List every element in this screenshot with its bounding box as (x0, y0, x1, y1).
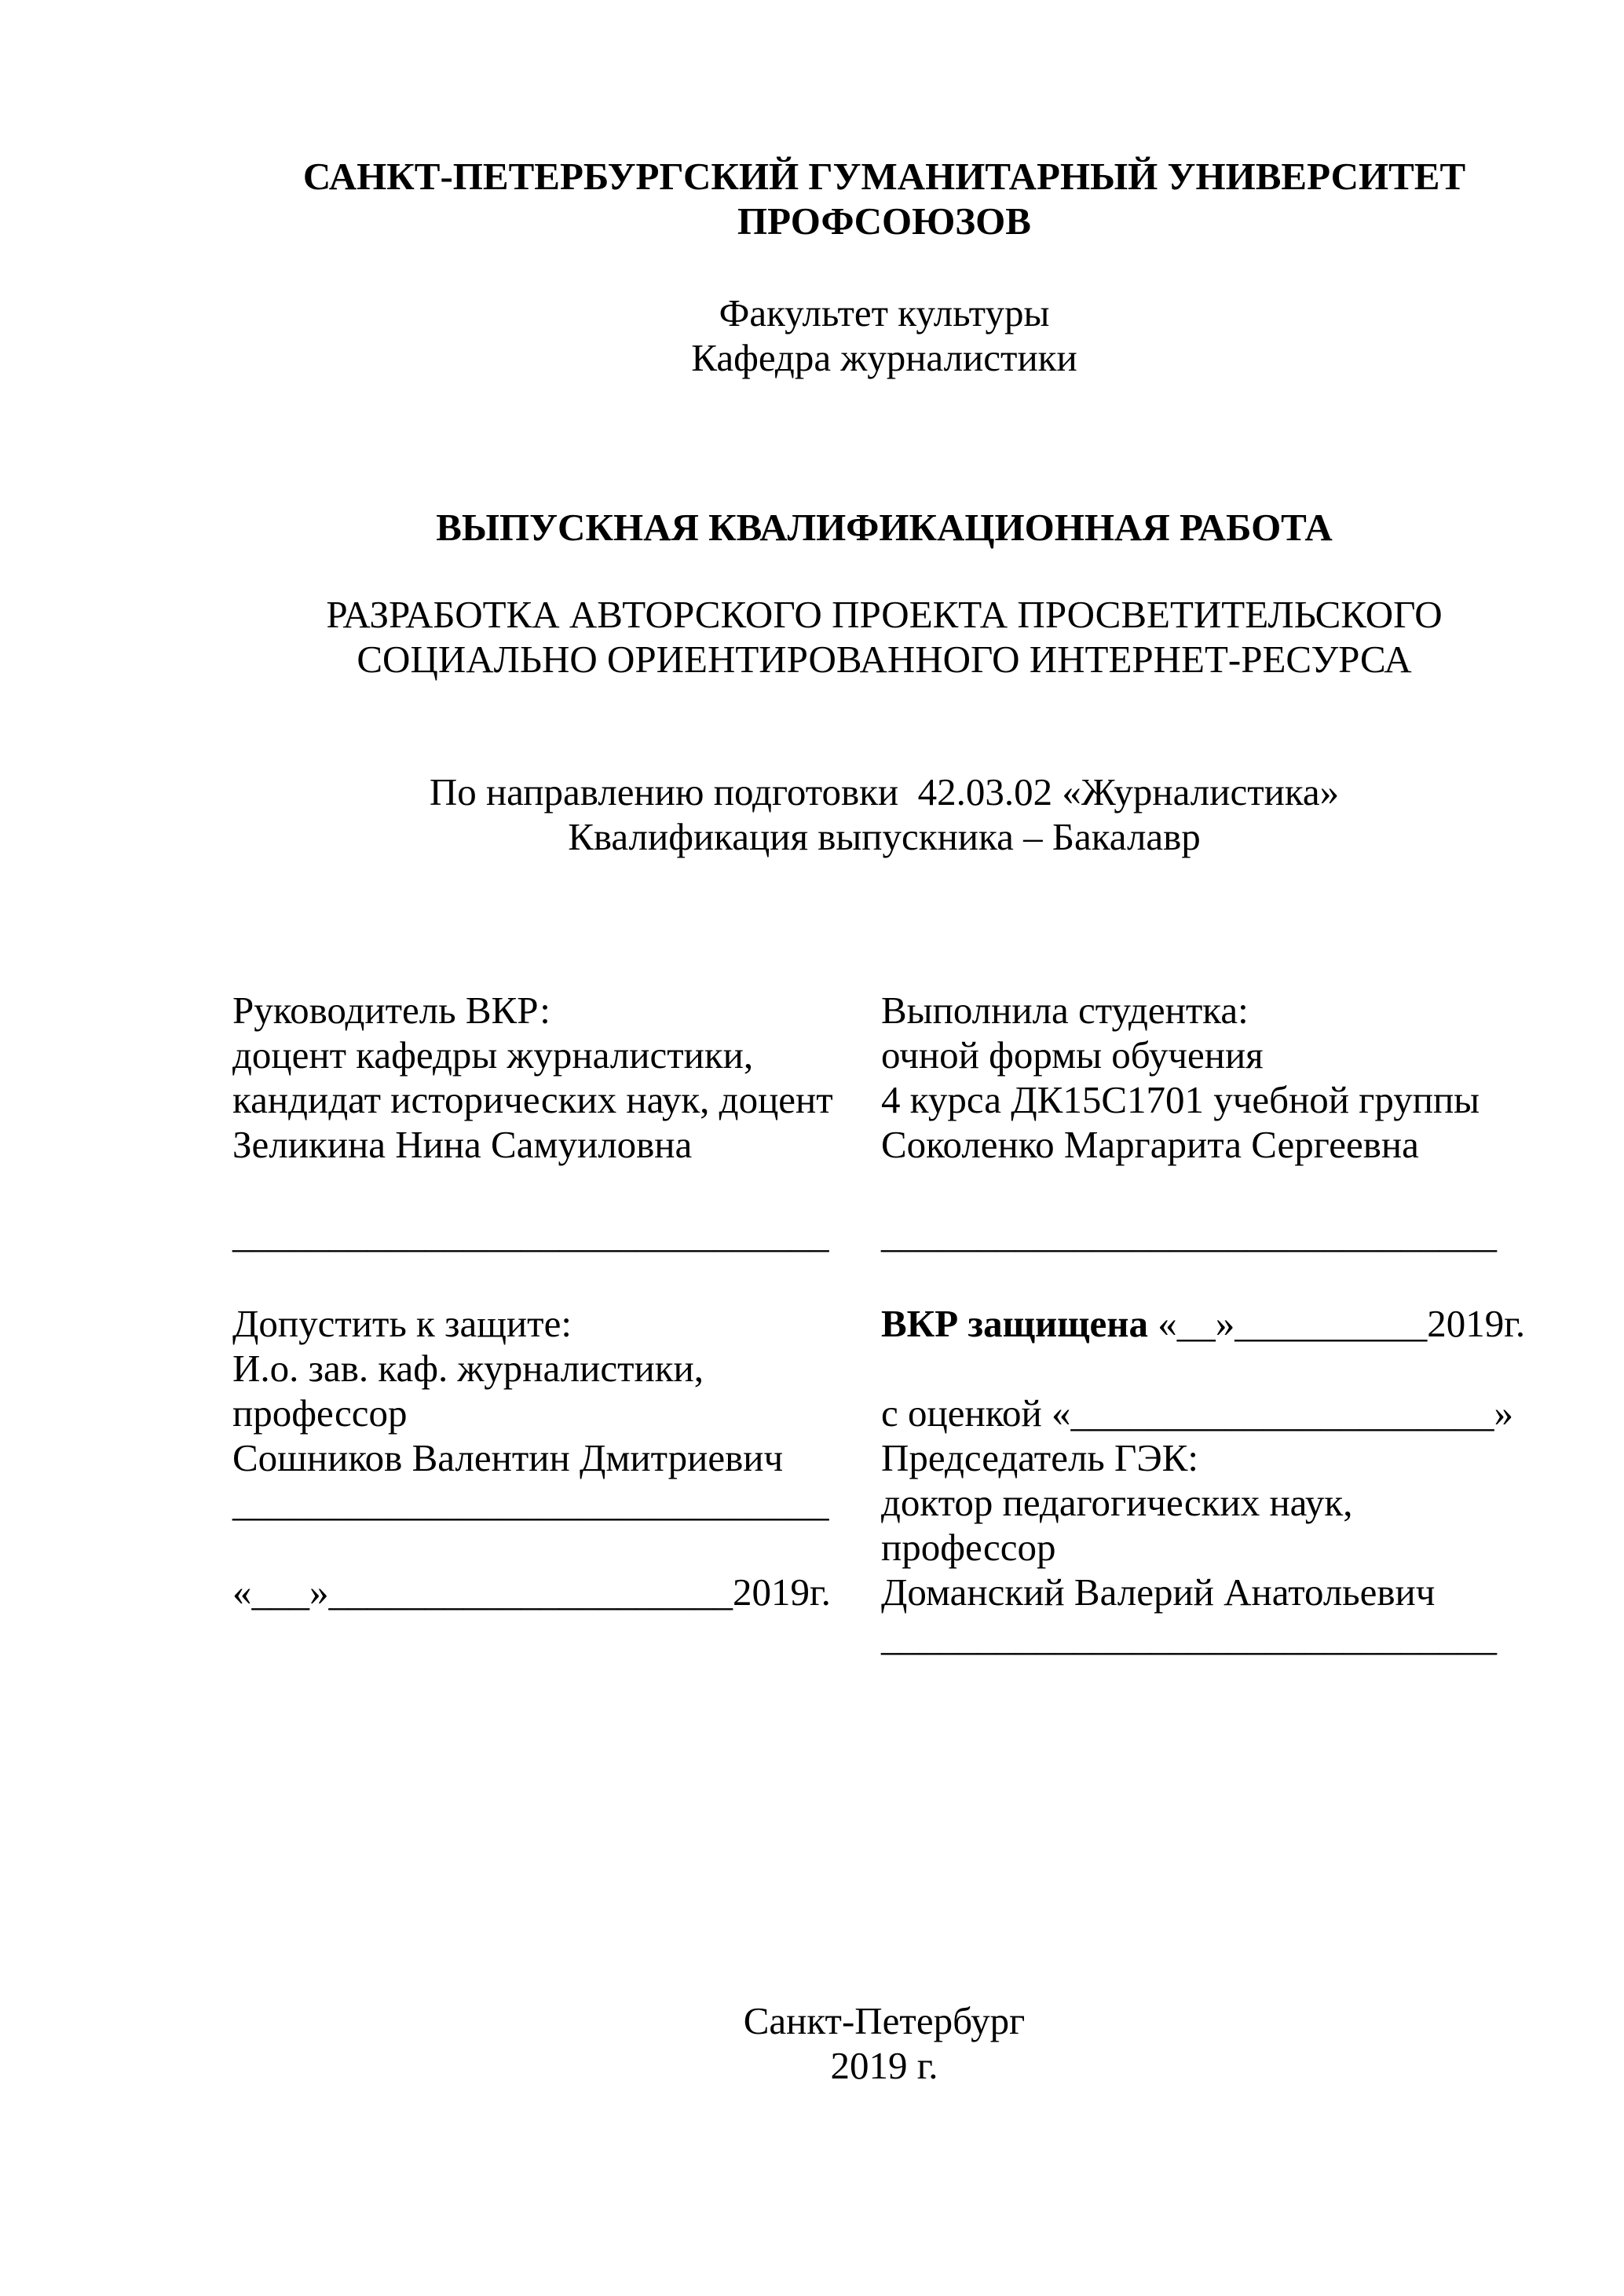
defense-defended-date: «__»__________2019г. (1148, 1302, 1526, 1345)
admission-title: профессор (232, 1391, 408, 1435)
chairman-degree: доктор педагогических наук, (881, 1481, 1353, 1524)
supervisor-signature-line: _______________________________ (232, 1212, 829, 1256)
thesis-title-line1: РАЗРАБОТКА АВТОРСКОГО ПРОЕКТА ПРОСВЕТИТЕЛЬСКОГО (326, 593, 1443, 636)
chairman-title: профессор (881, 1526, 1056, 1569)
thesis-title-block (272, 592, 1497, 682)
admission-date-line: «___»_____________________2019г. (232, 1570, 831, 1614)
spacer-line (881, 1256, 1533, 1301)
spacer-line (232, 1525, 881, 1570)
university-name-line1: САНКТ-ПЕТЕРБУРГСКИЙ ГУМАНИТАРНЫЙ УНИВЕРСИТЕТ (302, 155, 1466, 198)
direction-of-study: По направлению подготовки 42.03.02 «Журналистика» (429, 770, 1340, 813)
spacer-line (232, 1614, 881, 1659)
admission-heading: Допустить к защите: (232, 1302, 572, 1345)
spacer-line (232, 1256, 881, 1301)
admission-name: Сошников Валентин Дмитриевич (232, 1436, 784, 1479)
defense-defended-line (881, 1301, 1533, 1346)
work-type-heading: ВЫПУСКНАЯ КВАЛИФИКАЦИОННАЯ РАБОТА (436, 506, 1333, 549)
footer-block (272, 1998, 1497, 2088)
faculty-department-block (272, 291, 1497, 380)
admission-signature-line: _______________________________ (232, 1481, 829, 1524)
supervisor-role-label: Руководитель ВКР: (232, 989, 550, 1032)
spacer-line (881, 1167, 1533, 1212)
right-column (881, 988, 1533, 1659)
defense-defended-label: ВКР защищена (881, 1302, 1149, 1345)
graduate-qualification: Квалификация выпускника – Бакалавр (568, 815, 1201, 858)
supervisor-name: Зеликина Нина Самуиловна (232, 1123, 693, 1166)
admission-position: И.о. зав. каф. журналистики, (232, 1347, 704, 1390)
chairman-signature-line: ________________________________ (881, 1615, 1497, 1658)
work-type-block (272, 505, 1497, 550)
faculty-name: Факультет культуры (719, 291, 1050, 335)
left-column (232, 988, 881, 1659)
thesis-title-line2: СОЦИАЛЬНО ОРИЕНТИРОВАННОГО ИНТЕРНЕТ-РЕСУРСА (357, 638, 1412, 681)
university-name-line2: ПРОФСОЮЗОВ (737, 199, 1031, 243)
department-name: Кафедра журналистики (691, 336, 1077, 379)
defense-grade-line: с оценкой «______________________» (881, 1391, 1513, 1435)
student-signature-line: ________________________________ (881, 1212, 1497, 1256)
footer-city: Санкт-Петербург (743, 1999, 1026, 2042)
chairman-heading: Председатель ГЭК: (881, 1436, 1198, 1479)
supervisor-degree: кандидат исторических наук, доцент (232, 1078, 833, 1121)
student-role-label: Выполнила студентка: (881, 989, 1249, 1032)
direction-block (272, 770, 1497, 859)
supervisor-position: доцент кафедры журналистики, (232, 1033, 754, 1077)
student-name: Соколенко Маргарита Сергеевна (881, 1123, 1419, 1166)
spacer-line (881, 1346, 1533, 1391)
chairman-name: Доманский Валерий Анатольевич (881, 1570, 1436, 1614)
signature-section (232, 988, 1533, 1659)
student-study-form: очной формы обучения (881, 1033, 1264, 1077)
footer-year: 2019 г. (830, 2044, 938, 2087)
student-group: 4 курса ДК15С1701 учебной группы (881, 1078, 1480, 1121)
spacer-line (232, 1167, 881, 1212)
university-name-block (272, 154, 1497, 243)
